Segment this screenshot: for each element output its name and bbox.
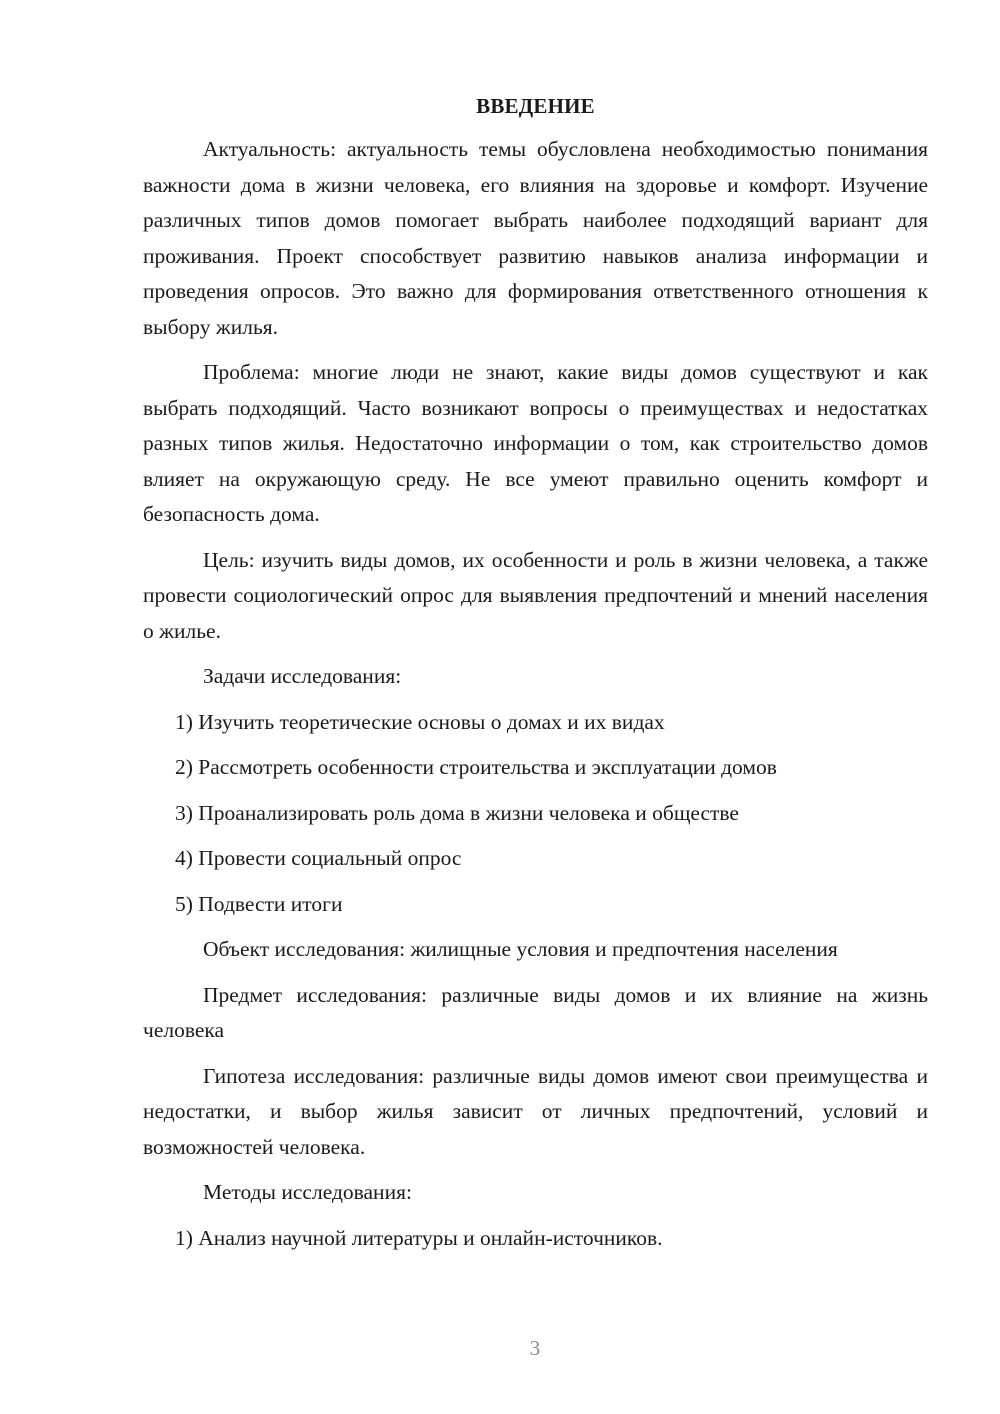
relevance-paragraph: Актуальность: актуальность темы обусловлена необходимостью понимания важности дома в жизни человека, его влияния на здоровье и комфорт. Изучение различных типов домов помогает выбрать наиболее подходящий вариант для проживания. Проект способствует развитию навыков анализа информации и проведения опросов. Это важно для формирования ответственного отношения к выбору жилья. bbox=[143, 137, 928, 339]
hypothesis-paragraph: Гипотеза исследования: различные виды домов имеют свои преимущества и недостатки, и выбор жилья зависит от личных предпочтений, условий и возможностей человека. bbox=[143, 1063, 928, 1159]
task-item: 3) Проанализировать роль дома в жизни человека и обществе bbox=[175, 800, 739, 825]
page-number: 3 bbox=[529, 1336, 541, 1360]
object-paragraph: Объект исследования: жилищные условия и предпочтения населения bbox=[203, 937, 838, 961]
tasks-list bbox=[143, 705, 928, 923]
task-item: 5) Подвести итоги bbox=[175, 891, 343, 916]
section-title: ВВЕДЕНИЕ bbox=[476, 94, 595, 118]
methods-list bbox=[143, 1221, 928, 1257]
task-item: 4) Провести социальный опрос bbox=[175, 846, 462, 870]
task-item: 2) Рассмотреть особенности строительства и эксплуатации домов bbox=[175, 755, 777, 779]
methods-heading: Методы исследования: bbox=[203, 1180, 412, 1204]
method-item: 1) Анализ научной литературы и онлайн-источников. bbox=[175, 1225, 663, 1250]
task-item: 1) Изучить теоретические основы о домах и их видах bbox=[175, 709, 665, 734]
subject-paragraph: Предмет исследования: различные виды домов и их влияние на жизнь человека bbox=[143, 982, 928, 1042]
tasks-heading: Задачи исследования: bbox=[203, 664, 402, 688]
goal-paragraph: Цель: изучить виды домов, их особенности и роль в жизни человека, а также провести социологический опрос для выявления предпочтений и мнений населения о жилье. bbox=[143, 547, 928, 643]
problem-paragraph: Проблема: многие люди не знают, какие виды домов существуют и как выбрать подходящий. Часто возникают вопросы о преимуществах и недостатках разных типов жилья. Недостаточно информации о том, как строительство домов влияет на окружающую среду. Не все умеют правильно оценить комфорт и безопасность дома. bbox=[143, 360, 928, 526]
document-page bbox=[143, 92, 928, 1266]
